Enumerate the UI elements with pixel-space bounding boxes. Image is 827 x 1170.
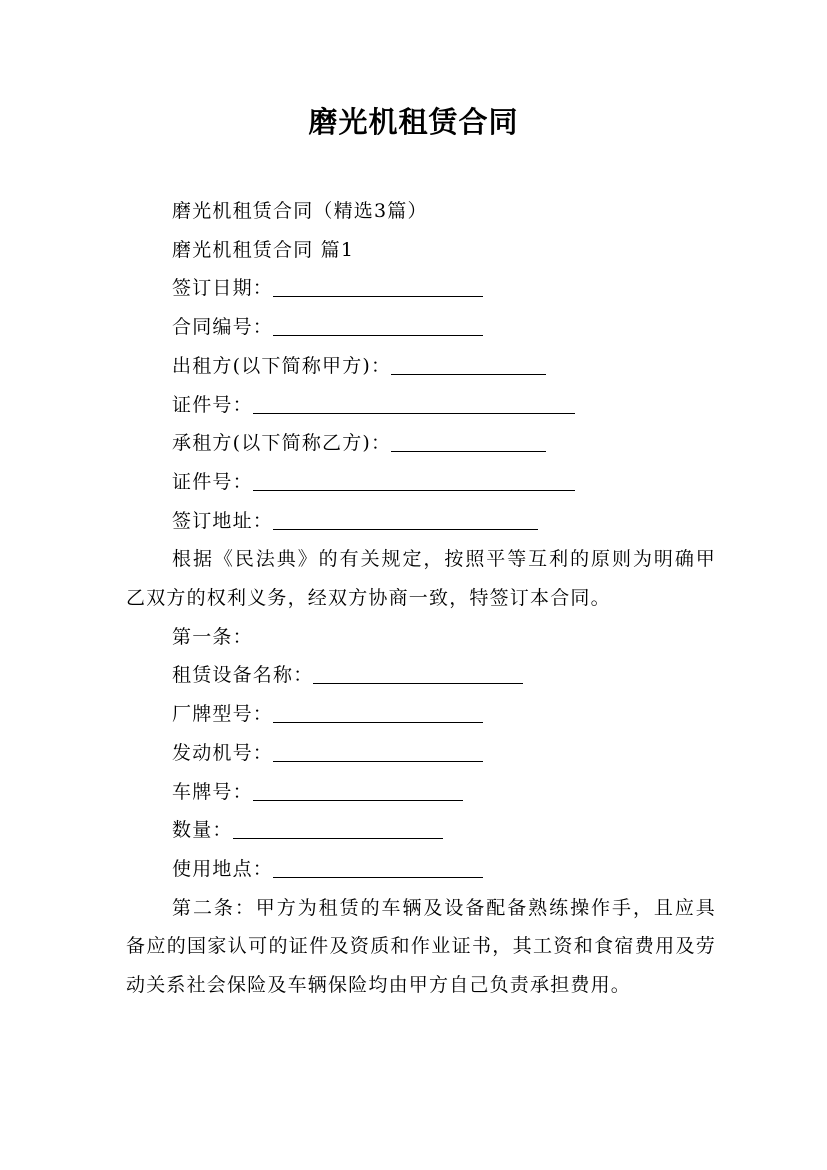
paragraph-article-2: 第二条：甲方为租赁的车辆及设备配备熟练操作手，且应具备应的国家认可的证件及资质和作业证书，其工资和食宿费用及劳动关系社会保险及车辆保险均由甲方自己负责承担费用。 [126,896,716,997]
section-heading-text: 磨光机租赁合同 篇1 [172,238,355,261]
lessee-id-blank [253,470,575,491]
lessee-blank [391,431,546,452]
sign-date-label: 签订日期： [172,277,274,300]
engine-number-label: 发动机号： [172,741,274,764]
paragraph-legal-basis: 根据《民法典》的有关规定，按照平等互利的原则为明确甲乙双方的权利义务，经双方协商一致，特签订本合同。 [126,548,716,610]
plate-number-blank [253,780,463,801]
article-1-heading-text: 第一条： [172,625,253,648]
document-title: 磨光机租赁合同 [308,105,519,139]
sign-address-label: 签订地址： [172,509,274,532]
lessee-line [126,424,716,463]
lessee-id-label: 证件号： [172,470,253,493]
sign-address-blank [273,509,538,530]
lessor-blank [391,354,546,375]
brand-model-label: 厂牌型号： [172,703,274,726]
lessee-label: 承租方(以下简称乙方)： [172,432,392,455]
sign-address-line [126,502,716,541]
lessor-id-label: 证件号： [172,393,253,416]
section-heading-line [126,231,716,270]
sign-date-blank [273,276,483,297]
lessor-line [126,347,716,386]
plate-number-label: 车牌号： [172,780,253,803]
quantity-label: 数量： [172,819,233,842]
document-body [126,192,716,1005]
lessor-id-blank [253,393,575,414]
usage-location-blank [273,857,483,878]
usage-location-line [126,850,716,889]
article-1-heading [126,618,716,657]
lessee-id-line [126,463,716,502]
contract-number-label: 合同编号： [172,316,274,339]
brand-model-line [126,695,716,734]
quantity-blank [233,818,443,839]
plate-number-line [126,773,716,812]
equipment-name-label: 租赁设备名称： [172,664,314,687]
contract-number-blank [273,315,483,336]
lessor-label: 出租方(以下简称甲方)： [172,354,392,377]
equipment-name-line [126,656,716,695]
lessor-id-line [126,386,716,425]
subtitle-line [126,192,716,231]
contract-number-line [126,308,716,347]
usage-location-label: 使用地点： [172,857,274,880]
sign-date-line [126,269,716,308]
engine-number-blank [273,741,483,762]
brand-model-blank [273,702,483,723]
equipment-name-blank [313,663,523,684]
subtitle-text: 磨光机租赁合同（精选3篇） [172,200,428,222]
quantity-line [126,811,716,850]
engine-number-line [126,734,716,773]
